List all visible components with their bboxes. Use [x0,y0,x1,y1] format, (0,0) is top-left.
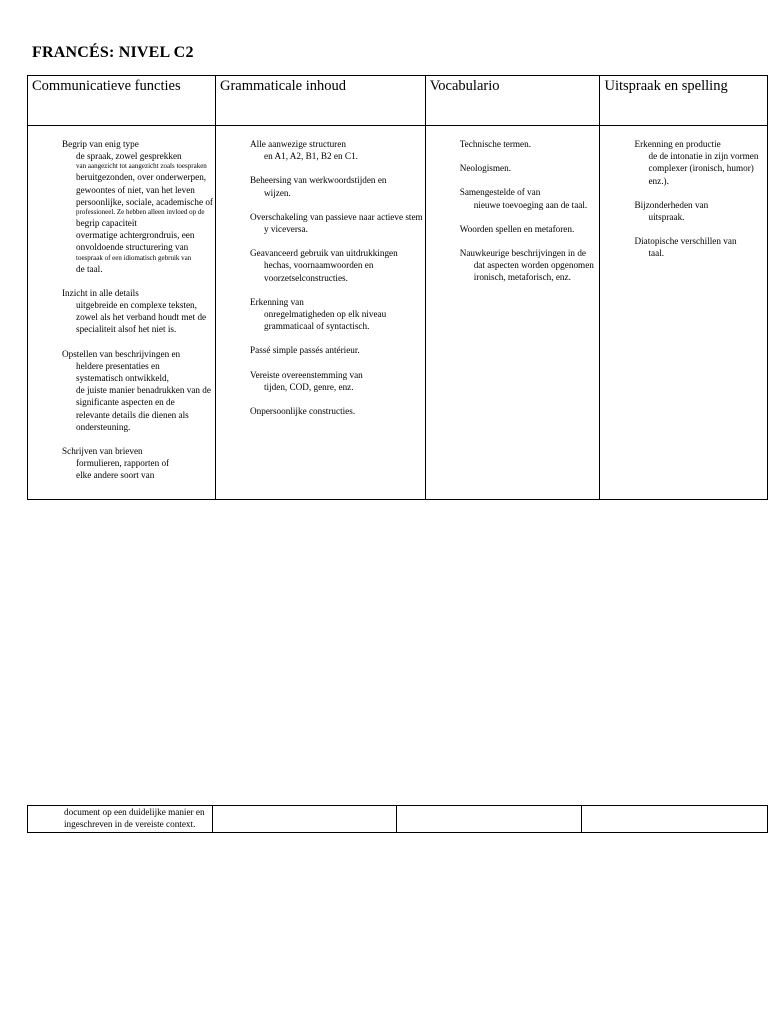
bullet-item [426,138,598,150]
bullet-line: zowel als het verband houdt met de [76,312,207,323]
page-title: FRANCÉS: NIVEL C2 [32,44,194,61]
continuation-row [28,806,768,833]
continuation-table [27,805,768,833]
bullet-first-line: Technische termen. [459,139,531,149]
bullet-line: wijzen. [264,187,291,198]
bullet-line: grammaticaal of syntactisch. [264,321,370,332]
bullet-line: taal. [648,248,665,259]
bullet-item [600,235,765,259]
bullet-first-line: Nauwkeurige beschrijvingen in de [459,248,586,259]
bullet-first-line: Opstellen van beschrijvingen en [62,348,181,359]
bullet-first-line: Onpersoonlijke constructies. [250,406,356,417]
curriculum-table [27,75,768,500]
bullet-line: uitgebreide en complexe teksten, [76,300,197,311]
continuation-line: document op een duidelijke manier en [64,807,205,817]
bullet-line: de juiste manier benadrukken van de [76,385,211,396]
bullet-line: elke andere soort van [76,470,155,481]
bullet-line: ironisch, metaforisch, enz. [473,272,571,283]
bullet-line: significante aspecten en de [76,397,175,408]
cell-grammaticale-inhoud [216,126,426,500]
bullet-line: nieuwe toevoeging aan de taal. [473,199,588,210]
bullet-line: dat aspecten worden opgenomen [473,260,594,271]
bullet-line: voorzetselconstructies. [264,272,348,283]
header-vocabulario: Vocabulario [425,76,600,126]
bullet-item [600,199,765,223]
bullet-item [216,296,423,333]
bullet-item [426,247,598,284]
bullet-first-line: Alle aanwezige structuren [250,139,346,149]
bullet-line: onvoldoende structurering van [76,242,189,253]
bullet-line: complexer (ironisch, humor) [648,163,754,174]
bullet-item [426,162,598,174]
bullet-line: uitspraak. [648,212,685,223]
bullet-line: professioneel. Ze hebben alleen invloed op de [76,208,205,217]
bullet-line: onregelmatigheden op elk niveau [264,309,387,320]
bullet-first-line: Inzicht in alle details [62,287,139,298]
bullet-line: overmatige achtergrondruis, een [76,230,195,241]
bullet-item [216,138,423,162]
bullet-line: de taal. [76,263,103,274]
bullet-first-line: Bijzonderheden van [634,199,709,210]
table-body-row [28,126,768,500]
bullet-line: formulieren, rapporten of [76,458,170,469]
continuation-cell-1 [28,806,213,833]
bullet-line: begrip capaciteit [76,218,137,229]
bullet-item [600,138,765,187]
bullet-first-line: Erkenning en productie [634,139,721,149]
bullet-item [28,138,213,275]
bullet-first-line: Vereiste overeenstemming van [250,369,363,380]
bullet-first-line: Overschakeling van passieve naar actieve stem [250,211,423,222]
bullet-line: heldere presentaties en [76,360,160,371]
continuation-cell-2 [213,806,397,833]
continuation-cell-4 [582,806,768,833]
continuation-line: ingeschreven in de vereiste context. [64,819,196,829]
bullet-item [216,344,423,356]
bullet-line: persoonlijke, sociale, academische of [76,196,213,207]
bullet-first-line: Woorden spellen en metaforen. [459,223,575,234]
bullet-item [216,369,423,393]
bullet-line: specialiteit alsof het niet is. [76,324,177,335]
bullet-first-line: Passé simple passés antérieur. [250,345,360,356]
bullet-item [28,348,213,433]
bullet-item [426,223,598,235]
header-grammaticale-inhoud: Grammaticale inhoud [216,76,426,126]
bullet-line: ondersteuning. [76,421,131,432]
header-communicatieve-functies: Communicatieve functies [28,76,216,126]
bullet-line: gewoontes of niet, van het leven [76,184,195,195]
bullet-first-line: Erkenning van [250,296,304,307]
bullet-item [28,445,213,482]
cell-uitspraak-en-spelling [600,126,768,500]
bullet-first-line: Neologismen. [459,163,511,174]
bullet-item [426,186,598,210]
bullet-line: relevante details die dienen als [76,409,189,420]
bullet-line: van aangezicht tot aangezicht zoals toespraken [76,162,207,171]
bullet-item [216,211,423,235]
continuation-cell-3 [397,806,582,833]
bullet-item [216,247,423,284]
cell-communicatieve-functies [28,126,216,500]
bullet-first-line: Diatopische verschillen van [634,236,737,247]
bullet-first-line: Begrip van enig type [62,139,139,149]
bullet-first-line: Beheersing van werkwoordstijden en [250,175,387,186]
bullet-item [216,405,423,417]
bullet-line: en A1, A2, B1, B2 en C1. [264,151,358,162]
cell-vocabulario [425,126,600,500]
table-header-row [28,76,768,126]
bullet-line: enz.). [648,175,669,186]
bullet-line: beruitgezonden, over onderwerpen, [76,172,207,183]
bullet-line: y viceversa. [264,224,308,235]
bullet-line: hechas, voornaamwoorden en [264,260,374,271]
header-uitspraak-en-spelling: Uitspraak en spelling [600,76,768,126]
bullet-item [216,174,423,198]
bullet-line: systematisch ontwikkeld, [76,373,169,384]
bullet-line: de de intonatie in zijn vormen [648,151,759,162]
bullet-line: toespraak of een idiomatisch gebruik van [76,253,192,262]
bullet-item [28,287,213,336]
bullet-first-line: Geavanceerd gebruik van uitdrukkingen [250,248,398,259]
bullet-line: tijden, COD, genre, enz. [264,381,354,392]
bullet-first-line: Schrijven van brieven [62,446,143,457]
bullet-first-line: Samengestelde of van [459,187,541,198]
bullet-line: de spraak, zowel gesprekken [76,151,182,162]
